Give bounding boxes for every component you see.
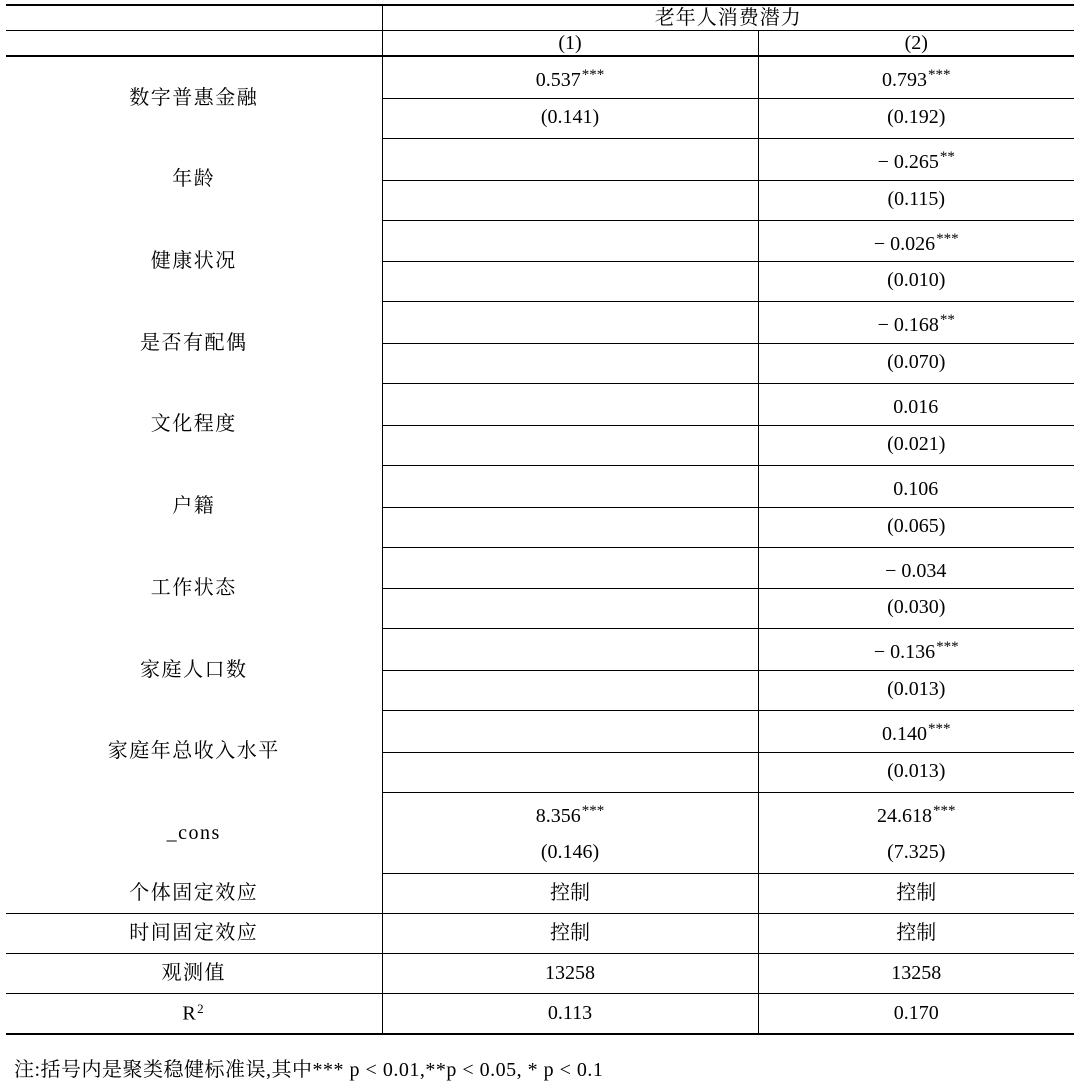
table-note: 注:括号内是聚类稳健标准误,其中*** p < 0.01,**p < 0.05, * p < 0.1 (14, 1058, 604, 1081)
cell-value-c2: 0.170 (758, 993, 1074, 1034)
cell-coef-c2: 0.016 (758, 384, 1074, 426)
cell-se-c2: (7.325) (758, 834, 1074, 874)
cell-coef-c1: 0.537*** (382, 56, 758, 98)
table-row (6, 465, 1074, 507)
row-label: 家庭人口数 (140, 658, 248, 681)
row-label: 工作状态 (150, 576, 237, 599)
cell-coef-c2: − 0.026*** (758, 220, 1074, 262)
significance-stars: *** (581, 67, 605, 83)
header-empty-cell (6, 5, 382, 31)
table-row (6, 953, 1074, 993)
cell-value-c2: 控制 (758, 873, 1074, 913)
cell-value-c2: 控制 (758, 913, 1074, 953)
cell-coef-c2: 24.618*** (877, 802, 956, 827)
regression-table (6, 4, 1074, 1035)
cell-se-c1 (382, 180, 758, 220)
cell-se-c2: (0.065) (758, 507, 1074, 547)
table-row (6, 220, 1074, 262)
header-empty-cell-2 (6, 31, 382, 57)
cell-se-c1 (382, 752, 758, 792)
cell-value-c1: 控制 (382, 913, 758, 953)
cell-coef-c1 (382, 302, 758, 344)
cell-coef-c2: − 0.168** (758, 302, 1074, 344)
cell-se-c2: (0.192) (758, 98, 1074, 138)
row-label: 户籍 (172, 495, 216, 518)
table-row (6, 384, 1074, 426)
table-row (6, 993, 1074, 1034)
table-row (6, 873, 1074, 913)
cell-coef-c1: 8.356*** (382, 792, 758, 833)
significance-stars: ** (939, 312, 955, 329)
cell-value-c1: 控制 (382, 873, 758, 913)
cell-coef-c1 (382, 465, 758, 507)
row-label-r-squared: $R^2$ (6, 993, 382, 1034)
column-header-1: (1) (382, 31, 758, 57)
table-column-number-row (6, 31, 1074, 57)
significance-stars: *** (936, 639, 959, 656)
cell-coef-c2: − 0.265** (758, 138, 1074, 180)
cell-coef-c2: 0.106 (758, 465, 1074, 507)
cell-se-c1 (382, 262, 758, 302)
cell-se-c1 (382, 671, 758, 711)
row-label: 数字普惠金融 (129, 86, 259, 109)
cell-se-c2: (0.115) (758, 180, 1074, 220)
table-row (6, 913, 1074, 953)
table-row (6, 138, 1074, 180)
row-label: 时间固定效应 (6, 913, 382, 953)
cell-coef-c1 (382, 384, 758, 426)
cell-se-c1 (382, 425, 758, 465)
document-page (0, 4, 1080, 1081)
cell-se-c1 (382, 589, 758, 629)
table-row (6, 547, 1074, 589)
row-label: 健康状况 (150, 249, 237, 272)
table-header-row (6, 5, 1074, 31)
cell-se-c2: (0.030) (758, 589, 1074, 629)
row-label: 观测值 (6, 953, 382, 993)
column-header-2: (2) (758, 31, 1074, 57)
table-row (6, 792, 1074, 833)
cell-se-c1: (0.141) (382, 98, 758, 138)
row-label: 个体固定效应 (6, 873, 382, 913)
row-label: 文化程度 (150, 413, 237, 436)
cell-se-c2: (0.010) (758, 262, 1074, 302)
table-row (6, 302, 1074, 344)
cell-coef-c1 (382, 138, 758, 180)
cell-value-c1: 13258 (382, 953, 758, 993)
cell-coef-c2: − 0.034 (758, 547, 1074, 589)
significance-stars: *** (928, 67, 951, 83)
significance-stars: ** (939, 148, 955, 165)
cell-se-c1 (382, 507, 758, 547)
significance-stars: *** (928, 721, 951, 737)
table-row (6, 629, 1074, 671)
cell-coef-c1 (382, 629, 758, 671)
dependent-variable-header: 老年人消费潜力 (382, 5, 1074, 31)
cell-coef-c2: 0.793*** (758, 56, 1074, 98)
table-row (6, 711, 1074, 753)
cell-se-c2: (0.013) (758, 671, 1074, 711)
significance-stars: *** (933, 802, 956, 819)
row-label: 家庭年总收入水平 (107, 740, 280, 763)
cell-coef-c1 (382, 547, 758, 589)
table-row (6, 56, 1074, 98)
significance-stars: *** (936, 230, 959, 247)
row-label: _cons (166, 821, 221, 844)
cell-coef-c2: 0.140*** (758, 711, 1074, 753)
cell-se-c2: (0.070) (758, 344, 1074, 384)
significance-stars: *** (581, 802, 605, 819)
cell-value-c2: 13258 (758, 953, 1074, 993)
cell-coef-c1 (382, 220, 758, 262)
cell-se-c2: (0.021) (758, 425, 1074, 465)
cell-se-c1 (382, 344, 758, 384)
cell-value-c1: 0.113 (382, 993, 758, 1034)
row-label: 年龄 (172, 168, 216, 191)
row-label: 是否有配偶 (140, 331, 248, 354)
cell-coef-c1 (382, 711, 758, 753)
cell-se-c2: (0.013) (758, 752, 1074, 792)
cell-coef-c2: − 0.136*** (758, 629, 1074, 671)
cell-se-c1: (0.146) (382, 834, 758, 874)
